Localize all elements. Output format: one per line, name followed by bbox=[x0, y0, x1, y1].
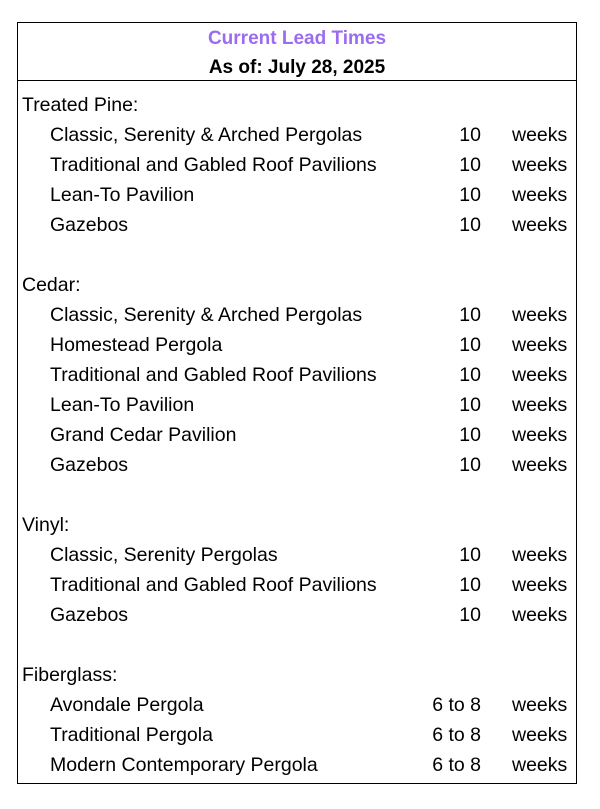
product-name: Gazebos bbox=[50, 604, 129, 626]
product-name: Classic, Serenity & Arched Pergolas bbox=[50, 124, 363, 146]
lead-time-value: 10 bbox=[459, 424, 481, 446]
lead-time-row bbox=[18, 210, 576, 240]
lead-time-value: 6 to 8 bbox=[432, 754, 481, 776]
lead-time-value: 10 bbox=[459, 334, 481, 356]
lead-time-unit: weeks bbox=[512, 544, 568, 566]
lead-time-unit: weeks bbox=[512, 454, 568, 476]
section-spacer bbox=[18, 630, 576, 660]
lead-time-row bbox=[18, 420, 576, 450]
lead-time-row bbox=[18, 330, 576, 360]
lead-time-row bbox=[18, 120, 576, 150]
lead-time-row bbox=[18, 390, 576, 420]
lead-time-value: 10 bbox=[459, 154, 481, 176]
section-spacer bbox=[18, 240, 576, 270]
lead-time-row bbox=[18, 360, 576, 390]
product-name: Traditional and Gabled Roof Pavilions bbox=[50, 154, 377, 176]
lead-time-row bbox=[18, 540, 576, 570]
lead-time-row bbox=[18, 300, 576, 330]
category-heading: Fiberglass: bbox=[22, 664, 118, 686]
lead-time-unit: weeks bbox=[512, 214, 568, 236]
lead-time-value: 10 bbox=[459, 304, 481, 326]
lead-time-unit: weeks bbox=[512, 724, 568, 746]
product-name: Grand Cedar Pavilion bbox=[50, 424, 237, 446]
lead-time-unit: weeks bbox=[512, 184, 568, 206]
lead-time-row bbox=[18, 150, 576, 180]
lead-time-value: 10 bbox=[459, 124, 481, 146]
lead-time-row bbox=[18, 720, 576, 750]
lead-time-unit: weeks bbox=[512, 694, 568, 716]
category-heading: Vinyl: bbox=[22, 514, 70, 536]
product-name: Traditional Pergola bbox=[50, 724, 213, 746]
lead-times-list bbox=[18, 81, 576, 780]
product-name: Classic, Serenity Pergolas bbox=[50, 544, 278, 566]
lead-time-row bbox=[18, 570, 576, 600]
product-name: Gazebos bbox=[50, 454, 129, 476]
product-name: Classic, Serenity & Arched Pergolas bbox=[50, 304, 363, 326]
category-heading: Cedar: bbox=[22, 274, 81, 296]
lead-time-row bbox=[18, 600, 576, 630]
lead-time-row bbox=[18, 180, 576, 210]
lead-time-value: 6 to 8 bbox=[432, 724, 481, 746]
lead-time-row bbox=[18, 450, 576, 480]
lead-time-value: 10 bbox=[459, 394, 481, 416]
product-name: Traditional and Gabled Roof Pavilions bbox=[50, 574, 377, 596]
lead-time-value: 10 bbox=[459, 604, 481, 626]
lead-time-value: 10 bbox=[459, 574, 481, 596]
product-name: Lean-To Pavilion bbox=[50, 184, 195, 206]
lead-time-unit: weeks bbox=[512, 754, 568, 776]
lead-times-sheet bbox=[17, 22, 577, 784]
lead-time-unit: weeks bbox=[512, 154, 568, 176]
lead-time-unit: weeks bbox=[512, 394, 568, 416]
sheet-header bbox=[18, 23, 576, 81]
lead-time-row bbox=[18, 750, 576, 780]
as-of-date: As of: July 28, 2025 bbox=[208, 57, 386, 78]
category-heading: Treated Pine: bbox=[22, 94, 139, 116]
lead-time-value: 10 bbox=[459, 454, 481, 476]
lead-time-unit: weeks bbox=[512, 124, 568, 146]
lead-time-value: 10 bbox=[459, 184, 481, 206]
page-title: Current Lead Times bbox=[207, 28, 387, 49]
product-name: Avondale Pergola bbox=[50, 694, 204, 716]
lead-time-value: 10 bbox=[459, 214, 481, 236]
lead-time-value: 10 bbox=[459, 544, 481, 566]
product-name: Gazebos bbox=[50, 214, 129, 236]
lead-time-value: 10 bbox=[459, 364, 481, 386]
product-name: Traditional and Gabled Roof Pavilions bbox=[50, 364, 377, 386]
product-name: Modern Contemporary Pergola bbox=[50, 754, 318, 776]
lead-time-unit: weeks bbox=[512, 364, 568, 386]
product-name: Lean-To Pavilion bbox=[50, 394, 195, 416]
lead-time-value: 6 to 8 bbox=[432, 694, 481, 716]
section-spacer bbox=[18, 480, 576, 510]
lead-time-unit: weeks bbox=[512, 424, 568, 446]
lead-time-row bbox=[18, 690, 576, 720]
lead-time-unit: weeks bbox=[512, 304, 568, 326]
lead-time-unit: weeks bbox=[512, 334, 568, 356]
lead-time-unit: weeks bbox=[512, 574, 568, 596]
lead-time-unit: weeks bbox=[512, 604, 568, 626]
product-name: Homestead Pergola bbox=[50, 334, 223, 356]
